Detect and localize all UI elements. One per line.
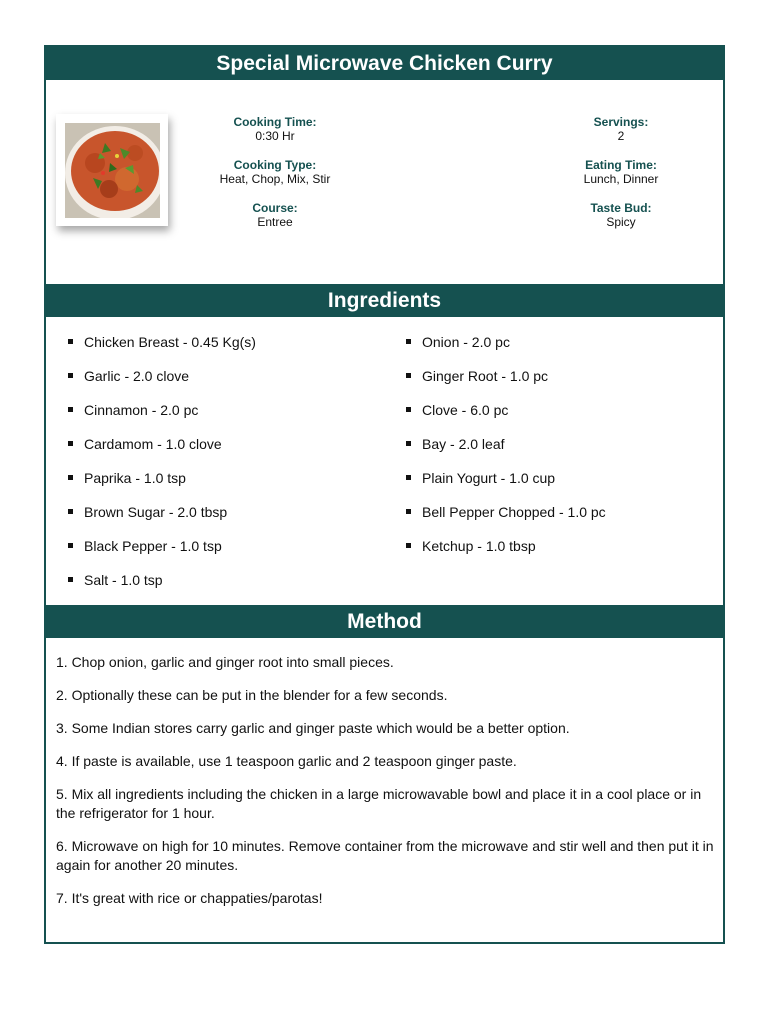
servings-value: 2 <box>617 129 625 143</box>
ingredient-item: Brown Sugar - 2.0 tbsp <box>66 502 386 536</box>
cooking-time-label: Cooking Time: <box>233 115 317 129</box>
method-step: 4. If paste is available, use 1 teaspoon garlic and 2 teaspoon ginger paste. <box>56 753 517 769</box>
ingredient-item: Plain Yogurt - 1.0 cup <box>404 468 704 502</box>
eating-time-label: Eating Time: <box>585 158 657 172</box>
ingredient-item: Black Pepper - 1.0 tsp <box>66 536 386 570</box>
course-value: Entree <box>257 215 293 229</box>
recipe-title: Special Microwave Chicken Curry <box>46 47 723 80</box>
ingredient-item: Bell Pepper Chopped - 1.0 pc <box>404 502 704 536</box>
recipe-info-section <box>46 80 723 284</box>
ingredients-list-right <box>404 332 704 570</box>
taste-bud-value: Spicy <box>606 215 636 229</box>
method-step: 1. Chop onion, garlic and ginger root into small pieces. <box>56 654 394 670</box>
ingredients-list-left <box>66 332 386 604</box>
method-step: 7. It's great with rice or chappaties/parotas! <box>56 890 323 906</box>
ingredient-item: Garlic - 2.0 clove <box>66 366 386 400</box>
method-step: 6. Microwave on high for 10 minutes. Remove container from the microwave and stir well and then put it in again for another 20 minutes. <box>56 838 714 873</box>
servings-label: Servings: <box>593 115 649 129</box>
method-heading: Method <box>46 605 723 638</box>
ingredient-item: Ginger Root - 1.0 pc <box>404 366 704 400</box>
method-section <box>46 638 723 908</box>
ingredient-item: Cinnamon - 2.0 pc <box>66 400 386 434</box>
ingredient-item: Chicken Breast - 0.45 Kg(s) <box>66 332 386 366</box>
info-column-right <box>552 115 690 244</box>
method-step: 2. Optionally these can be put in the blender for a few seconds. <box>56 687 448 703</box>
ingredient-item: Cardamom - 1.0 clove <box>66 434 386 468</box>
course-label: Course: <box>252 201 298 215</box>
eating-time-value: Lunch, Dinner <box>583 172 659 186</box>
curry-dish-image <box>65 123 160 218</box>
recipe-photo-frame <box>56 114 168 226</box>
ingredient-item: Salt - 1.0 tsp <box>66 570 386 604</box>
ingredients-heading: Ingredients <box>46 284 723 317</box>
ingredient-item: Paprika - 1.0 tsp <box>66 468 386 502</box>
cooking-type-value: Heat, Chop, Mix, Stir <box>219 172 331 186</box>
recipe-card <box>44 45 725 944</box>
ingredient-item: Clove - 6.0 pc <box>404 400 704 434</box>
info-column-left <box>206 115 344 244</box>
ingredient-item: Onion - 2.0 pc <box>404 332 704 366</box>
ingredient-item: Bay - 2.0 leaf <box>404 434 704 468</box>
cooking-type-label: Cooking Type: <box>233 158 317 172</box>
recipe-photo <box>65 123 160 218</box>
cooking-time-value: 0:30 Hr <box>255 129 295 143</box>
ingredient-item: Ketchup - 1.0 tbsp <box>404 536 704 570</box>
ingredients-section <box>46 317 723 605</box>
method-step: 5. Mix all ingredients including the chicken in a large microwavable bowl and place it in a cool place or in the refrigerator for 1 hour. <box>56 786 702 821</box>
taste-bud-label: Taste Bud: <box>590 201 652 215</box>
method-step: 3. Some Indian stores carry garlic and ginger paste which would be a better option. <box>56 720 570 736</box>
